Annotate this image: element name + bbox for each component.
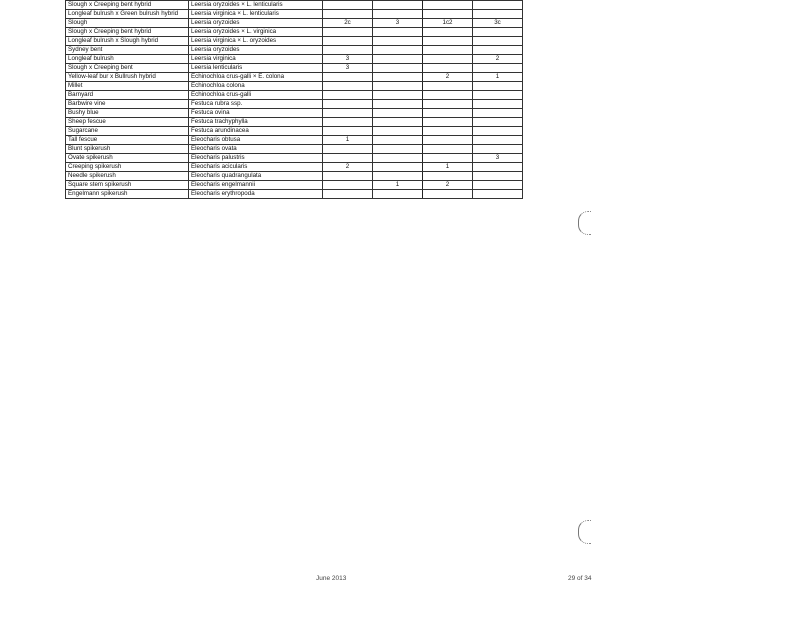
scientific-name-cell: Festuca ovina [189,109,323,118]
value-cell-4 [473,1,523,10]
value-cell-1 [323,154,373,163]
scientific-name-cell: Festuca trachyphylla [189,118,323,127]
value-cell-4 [473,10,523,19]
scientific-name-cell: Eleocharis engelmannii [189,181,323,190]
scientific-name-cell: Echinochloa crus-galli × E. colona [189,73,323,82]
scientific-name-cell: Eleocharis ovata [189,145,323,154]
scientific-name-cell: Eleocharis erythropoda [189,190,323,199]
value-cell-4: 3 [473,154,523,163]
footer-page-number: 29 of 34 [568,575,592,582]
common-name-cell: Sydney bent [66,46,189,55]
scientific-name-cell: Echinochloa crus-galli [189,91,323,100]
common-name-cell: Longleaf bulrush x Green bulrush hybrid [66,10,189,19]
scientific-name-cell: Festuca arundinacea [189,127,323,136]
value-cell-1 [323,28,373,37]
value-cell-2 [373,91,423,100]
value-cell-3 [423,28,473,37]
value-cell-3 [423,37,473,46]
table-row [66,1,523,10]
value-cell-4 [473,64,523,73]
value-cell-4: 3c [473,19,523,28]
table-row [66,55,523,64]
value-cell-1 [323,46,373,55]
common-name-cell: Tall fescue [66,136,189,145]
value-cell-2 [373,37,423,46]
scientific-name-cell: Leersia oryzoides × L. virginica [189,28,323,37]
value-cell-3 [423,1,473,10]
value-cell-3 [423,118,473,127]
common-name-cell: Barnyard [66,91,189,100]
value-cell-3 [423,109,473,118]
species-table-container [65,0,523,199]
table-row [66,64,523,73]
value-cell-1 [323,91,373,100]
value-cell-2 [373,10,423,19]
value-cell-1 [323,82,373,91]
value-cell-2 [373,64,423,73]
table-row [66,73,523,82]
value-cell-3 [423,64,473,73]
scientific-name-cell: Festuca rubra ssp. [189,100,323,109]
value-cell-3 [423,136,473,145]
value-cell-4 [473,109,523,118]
value-cell-4 [473,100,523,109]
table-row [66,10,523,19]
value-cell-3 [423,82,473,91]
common-name-cell: Slough x Creeping bent [66,64,189,73]
value-cell-1 [323,118,373,127]
value-cell-1: 3 [323,55,373,64]
table-row [66,172,523,181]
value-cell-4 [473,181,523,190]
common-name-cell: Square stem spikerush [66,181,189,190]
value-cell-2 [373,73,423,82]
value-cell-3 [423,145,473,154]
scientific-name-cell: Echinochloa colona [189,82,323,91]
value-cell-4 [473,91,523,100]
value-cell-3 [423,172,473,181]
value-cell-1 [323,100,373,109]
scan-mark-top [578,211,591,235]
value-cell-4 [473,172,523,181]
common-name-cell: Slough x Creeping bent hybrid [66,28,189,37]
value-cell-1 [323,145,373,154]
value-cell-4 [473,190,523,199]
value-cell-1 [323,127,373,136]
value-cell-2 [373,172,423,181]
value-cell-3 [423,46,473,55]
scientific-name-cell: Leersia oryzoides × L. lenticularis [189,1,323,10]
value-cell-3 [423,127,473,136]
value-cell-2: 1 [373,181,423,190]
value-cell-1 [323,109,373,118]
value-cell-1: 2 [323,163,373,172]
value-cell-2 [373,28,423,37]
value-cell-1 [323,181,373,190]
value-cell-2 [373,127,423,136]
scientific-name-cell: Leersia oryzoides [189,19,323,28]
value-cell-1 [323,190,373,199]
value-cell-2 [373,55,423,64]
value-cell-2 [373,145,423,154]
value-cell-2 [373,1,423,10]
value-cell-2 [373,109,423,118]
common-name-cell: Longleaf bulrush x Slough hybrid [66,37,189,46]
value-cell-2 [373,163,423,172]
value-cell-4 [473,145,523,154]
table-row [66,145,523,154]
table-row [66,181,523,190]
scientific-name-cell: Leersia virginica [189,55,323,64]
value-cell-1 [323,1,373,10]
value-cell-1: 3 [323,64,373,73]
value-cell-4: 2 [473,55,523,64]
value-cell-4 [473,163,523,172]
value-cell-4 [473,37,523,46]
value-cell-2 [373,100,423,109]
value-cell-2 [373,136,423,145]
value-cell-3: 2 [423,73,473,82]
value-cell-4 [473,136,523,145]
value-cell-4: 1 [473,73,523,82]
value-cell-1 [323,172,373,181]
common-name-cell: Slough x Creeping bent hybrid [66,1,189,10]
value-cell-3 [423,10,473,19]
table-row [66,46,523,55]
common-name-cell: Slough [66,19,189,28]
scientific-name-cell: Leersia virginica × L. oryzoides [189,37,323,46]
value-cell-3: 1 [423,163,473,172]
footer-date: June 2013 [316,575,347,582]
table-row [66,109,523,118]
value-cell-1: 2c [323,19,373,28]
common-name-cell: Needle spikerush [66,172,189,181]
common-name-cell: Blunt spikerush [66,145,189,154]
table-row [66,118,523,127]
value-cell-4 [473,46,523,55]
value-cell-4 [473,127,523,136]
table-row [66,19,523,28]
value-cell-3: 2 [423,181,473,190]
value-cell-3 [423,91,473,100]
value-cell-2 [373,190,423,199]
scientific-name-cell: Leersia virginica × L. lenticularis [189,10,323,19]
scientific-name-cell: Leersia lenticularis [189,64,323,73]
value-cell-3 [423,190,473,199]
value-cell-4 [473,82,523,91]
scientific-name-cell: Leersia oryzoides [189,46,323,55]
value-cell-2 [373,46,423,55]
table-row [66,28,523,37]
common-name-cell: Barbwire vine [66,100,189,109]
value-cell-3 [423,55,473,64]
species-table [65,0,523,199]
table-row [66,91,523,100]
value-cell-4 [473,28,523,37]
scientific-name-cell: Eleocharis palustris [189,154,323,163]
common-name-cell: Creeping spikerush [66,163,189,172]
common-name-cell: Longleaf bulrush [66,55,189,64]
common-name-cell: Millet [66,82,189,91]
scientific-name-cell: Eleocharis acicularis [189,163,323,172]
common-name-cell: Ovate spikerush [66,154,189,163]
table-row [66,163,523,172]
scientific-name-cell: Eleocharis quadrangulata [189,172,323,181]
value-cell-2 [373,118,423,127]
species-table-body [66,1,523,199]
table-row [66,136,523,145]
table-row [66,127,523,136]
value-cell-1: 1 [323,136,373,145]
value-cell-1 [323,73,373,82]
value-cell-4 [473,118,523,127]
value-cell-1 [323,37,373,46]
scan-mark-bottom [578,520,591,544]
common-name-cell: Bushy blue [66,109,189,118]
value-cell-2: 3 [373,19,423,28]
table-row [66,37,523,46]
common-name-cell: Sugarcane [66,127,189,136]
table-row [66,100,523,109]
table-row [66,154,523,163]
value-cell-3 [423,154,473,163]
value-cell-1 [323,10,373,19]
value-cell-3 [423,100,473,109]
common-name-cell: Yellow-leaf bur x Bullrush hybrid [66,73,189,82]
table-row [66,190,523,199]
scientific-name-cell: Eleocharis obtusa [189,136,323,145]
table-row [66,82,523,91]
common-name-cell: Sheep fescue [66,118,189,127]
common-name-cell: Engelmann spikerush [66,190,189,199]
value-cell-2 [373,82,423,91]
value-cell-2 [373,154,423,163]
value-cell-3: 1c2 [423,19,473,28]
